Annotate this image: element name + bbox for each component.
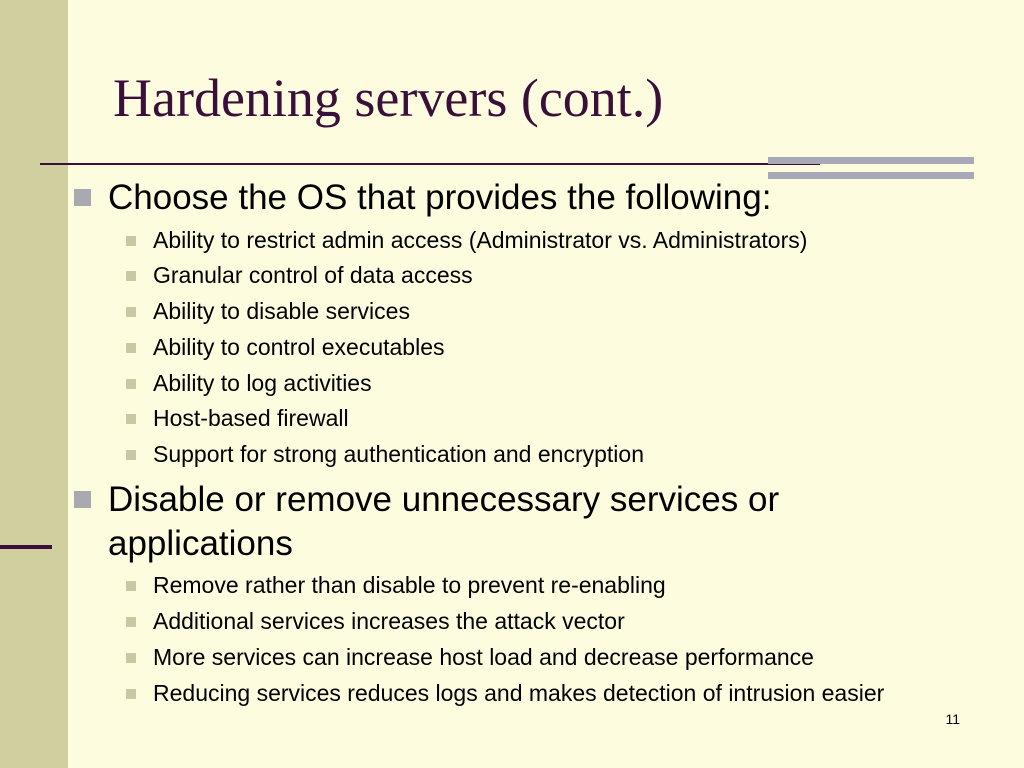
small-square-bullet-icon xyxy=(126,617,136,627)
small-square-bullet-icon xyxy=(126,271,136,281)
title-divider-line xyxy=(40,163,820,165)
small-square-bullet-icon xyxy=(126,689,136,699)
small-square-bullet-icon xyxy=(126,236,136,246)
slide-title: Hardening servers (cont.) xyxy=(113,68,664,128)
left-accent-mark xyxy=(0,545,52,549)
small-square-bullet-icon xyxy=(126,581,136,591)
accent-bar-top xyxy=(768,157,974,164)
sub-bullet: More services can increase host load and decrease performance xyxy=(153,644,814,670)
sub-bullet: Ability to disable services xyxy=(153,298,410,324)
small-square-bullet-icon xyxy=(126,414,136,424)
small-square-bullet-icon xyxy=(126,379,136,389)
sub-bullet: Support for strong authentication and encryption xyxy=(153,441,644,467)
small-square-bullet-icon xyxy=(126,450,136,460)
left-decorative-band xyxy=(0,0,68,768)
bullet-choose-os: Choose the OS that provides the following: xyxy=(108,178,772,217)
sub-bullet: Reducing services reduces logs and makes detection of intrusion easier xyxy=(153,680,885,706)
sub-bullet: Ability to log activities xyxy=(153,370,372,396)
sub-bullet: Remove rather than disable to prevent re-enabling xyxy=(153,572,666,598)
small-square-bullet-icon xyxy=(126,653,136,663)
sub-bullet: Ability to restrict admin access (Administrator vs. Administrators) xyxy=(153,227,808,253)
slide-page-number: 11 xyxy=(945,711,960,727)
small-square-bullet-icon xyxy=(126,343,136,353)
sub-bullet: Ability to control executables xyxy=(153,334,445,360)
sub-bullet: Granular control of data access xyxy=(153,262,473,288)
sub-bullet: Host-based firewall xyxy=(153,405,349,431)
small-square-bullet-icon xyxy=(126,307,136,317)
bullet-disable-services: Disable or remove unnecessary services or applications xyxy=(108,480,780,563)
sub-bullet: Additional services increases the attack vector xyxy=(153,608,625,634)
square-bullet-icon xyxy=(74,491,91,508)
square-bullet-icon xyxy=(74,189,91,206)
